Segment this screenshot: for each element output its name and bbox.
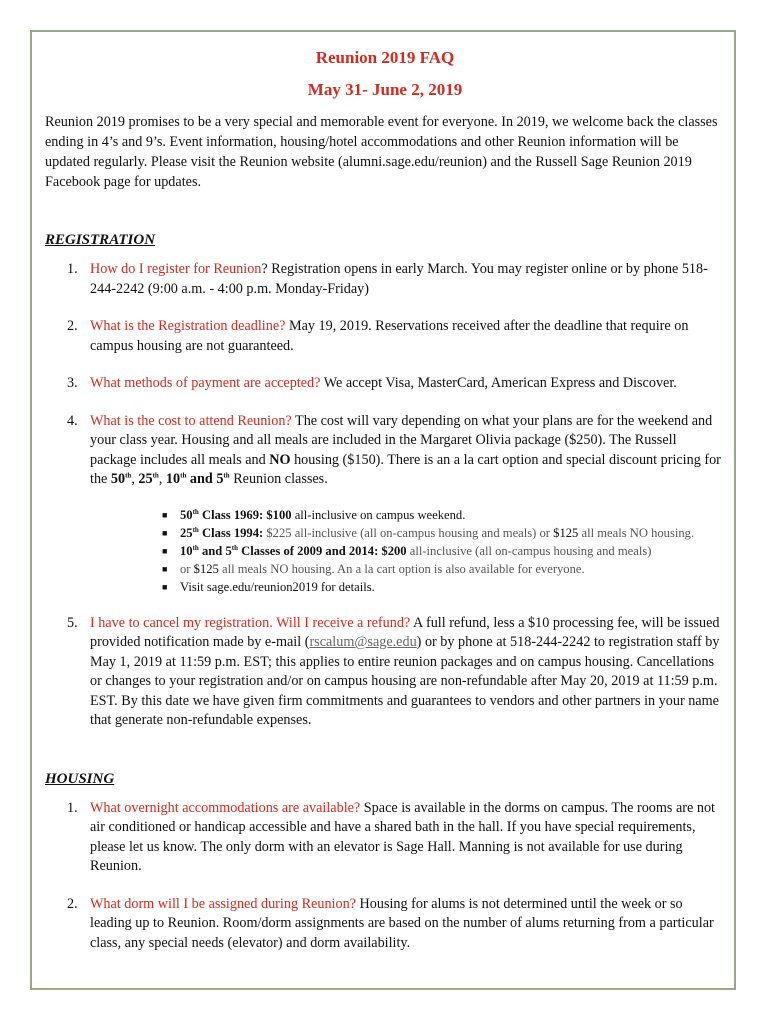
page-title: Reunion 2019 FAQ [315,48,455,67]
pricing-bullet: ■ 10th and 5th Classes of 2009 and 2014: $200 all-inclusive (all on-campus housing and meals) [162,543,652,558]
faq-answer: May 19, 2019. Reservations received after the deadline that require on campus housing are not guaranteed. [90,318,689,354]
housing-heading: HOUSING [45,770,115,787]
class-5th: 5th [216,471,230,487]
pricing-bullet: ■ Visit sage.edu/reunion2019 for details. [162,579,375,594]
registration-faq-list [45,260,725,731]
item-number: 1. [67,261,78,277]
housing-faq-list [45,799,725,954]
faq-answer: Space is available in the dorms on campus. The rooms are not air conditioned or handicap accessible and have a shared bath in the hall. If you have special requirements, please let us know. The only dorm with an elevator is Sage Hall. Manning is not available for use during Reunion. [90,799,715,874]
faq-question: What overnight accommodations are available? [90,799,361,816]
faq-item [45,895,725,954]
class-10th: 10th [165,471,187,487]
square-bullet-icon: ■ [162,509,168,520]
item-number: 3. [67,375,78,391]
email-link[interactable]: rscalum@sage.edu [309,634,417,650]
square-bullet-icon: ■ [162,545,168,556]
item-number: 2. [67,895,78,912]
faq-question: What methods of payment are accepted? [90,375,321,391]
item-number: 4. [67,412,78,429]
faq-answer: ? Registration opens in early March. You may register online or by phone 518-244-2242 (9:00 a.m. - 4:00 p.m. Monday-Friday) [90,261,708,297]
pricing-bullet: ■ 50th Class 1969: $100 all-inclusive on campus weekend. [162,507,466,522]
square-bullet-icon: ■ [162,581,168,592]
faq-answer: The cost will vary depending on what your plans are for the weekend and your class year. Housing and all meals are included in the Margaret Olivia package ($250). The Russell package includes all meals and [90,412,713,468]
event-dates: May 31- June 2, 2019 [307,80,463,99]
faq-item [45,374,725,394]
faq-answer: housing ($150). There is an a la cart option and special discount pricing for the [90,451,721,487]
class-25th: 25th [138,471,159,487]
faq-answer: A full refund, less a $10 processing fee, will be issued provided notification made by e-mail ( [90,614,720,650]
square-bullet-icon: ■ [162,563,168,574]
faq-question: I have to cancel my registration. Will I receive a refund? [90,614,411,631]
pricing-bullet-list [90,506,725,596]
faq-question: What dorm will I be assigned during Reunion? [90,895,356,912]
faq-item [45,799,725,877]
faq-answer: We accept Visa, MasterCard, American Express and Discover. [320,375,677,391]
faq-document [45,48,725,953]
class-50th: 50th [110,471,132,487]
faq-item [45,317,725,356]
faq-answer: Housing for alums is not determined until the week or so leading up to Reunion. Room/dorm assignments are based on the number of alums returning from a particular class, any special needs (elevator) and dorm availability. [90,895,714,951]
pricing-bullet: ■ 25th Class 1994: $225 all-inclusive (all on-campus housing and meals) or $125 all meals NO housing. [162,525,695,540]
item-number: 2. [67,318,78,334]
faq-item [45,614,725,731]
item-number: 1. [67,799,78,816]
faq-answer: ) or by phone at 518-244-2242 to registration staff by May 1, 2019 at 11:59 p.m. EST; this applies to entire reunion packages and on campus housing. Cancellations or changes to your registration and/or on campus housing are non-refundable after May 20, 2019 at 11:59 p.m. EST. By this date we have given firm commitments and guarantees to vendors and other partners in your name that generate non-refundable expenses. [90,634,720,728]
faq-item [45,260,725,299]
item-number: 5. [67,614,78,631]
no-housing-emphasis: NO [269,451,291,468]
pricing-bullet: ■ or $125 all meals NO housing. An a la cart option is also available for everyone. [162,561,585,576]
faq-answer: Reunion classes. [229,471,328,487]
faq-question: What is the cost to attend Reunion? [90,412,292,429]
square-bullet-icon: ■ [162,527,168,538]
faq-item: 4. What is the cost to attend Reunion? The cost will vary depending on what your plans are for the weekend and your class year. Housing and all meals are included in the Margaret Olivia package ($250). The Russell package includes all meals and NO housing ($150). There is an a la cart option and special discount pricing for the 50th, 25th, 10th and 5th Reunion classes. ■ 50th Class 1969: $100 all-inclusive on campus weekend. ■ 25th Class 1994: $225 all-inclusive (all on-campus housing and meals) or $125 all meals NO housing. ■ 10th and 5th Classes of 2009 and 2014: $200 all-inclusive (all on-campus housing and meals) ■ or $125 all meals NO housing. An a la cart option is also available for everyone. ■ Visit sage.edu/reunion2019 for details. [45,412,725,596]
intro-paragraph: Reunion 2019 promises to be a very special and memorable event for everyone. In 2019, we welcome back the classes ending in 4’s and 9’s. Event information, housing/hotel accommodations and other Reunion information will be updated regularly. Please visit the Reunion website (alumni.sage.edu/reunion) and the Russell Sage Reunion 2019 Facebook page for updates. [45,114,718,190]
faq-question: What is the Registration deadline? [90,318,286,334]
faq-question: How do I register for Reunion [90,261,262,277]
registration-heading: REGISTRATION [45,232,156,248]
